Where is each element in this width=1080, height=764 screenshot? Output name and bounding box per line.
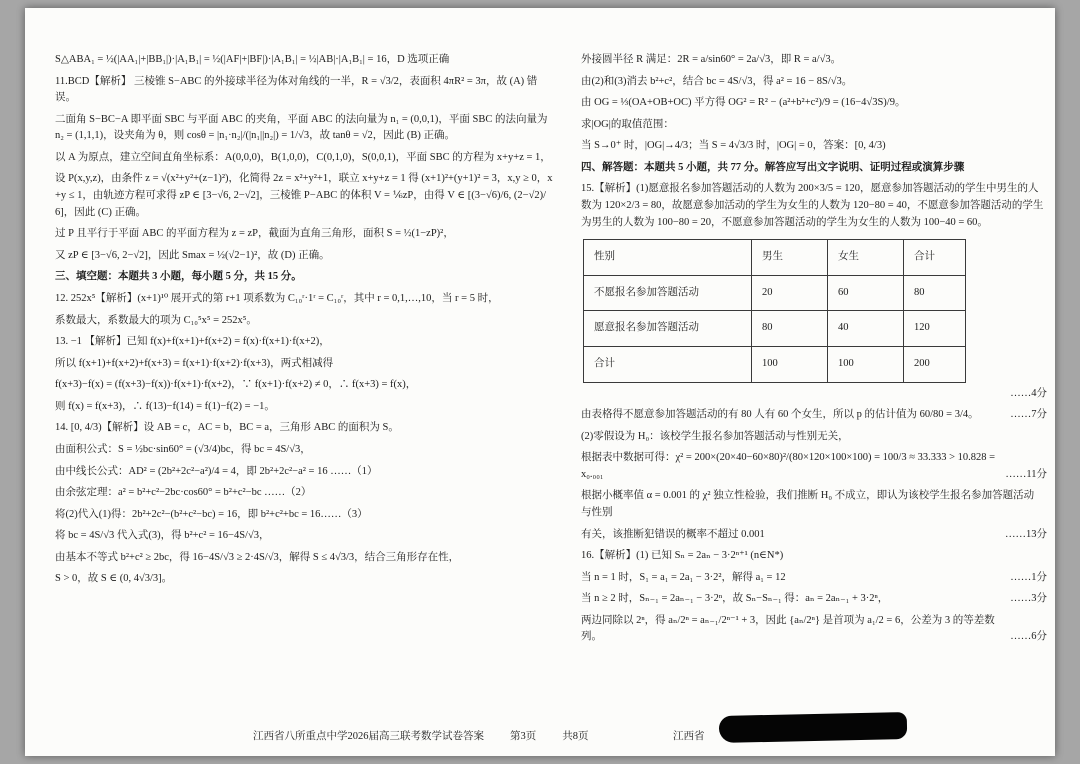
table-cell: 60 — [828, 275, 904, 311]
table-cell: 100 — [752, 346, 828, 382]
paragraph-line: 11.BCD【解析】 三棱锥 S−ABC 的外接球半径为体对角线的一半，R = √3/2，表面积 4πR² = 3π，故 (A) 错误。 — [55, 75, 538, 104]
paragraph-line: 由余弦定理：a² = b²+c²−2bc·cos60° = b²+c²−bc ……（2） — [55, 487, 312, 499]
score-mark: ……3分 — [1010, 593, 1047, 605]
table-cell: 不愿报名参加答题活动 — [584, 275, 752, 311]
left-column — [55, 52, 553, 593]
table-cell: 100 — [828, 346, 904, 382]
paragraph-text: 由表格得不愿意参加答题活动的有 80 人有 60 个女生，所以 p 的估计值为 60/80 = 3/4。 — [581, 409, 979, 421]
paragraph-line: 求|OG|的取值范围： — [581, 118, 674, 130]
paragraph-line: 又 zP ∈ [3−√6, 2−√2]，因此 Smax = ½(√2−1)²，故 (D) 正确。 — [55, 249, 330, 261]
table-header-cell: 合计 — [904, 240, 966, 276]
paragraph-line: 四、解答题：本题共 5 小题，共 77 分。解答应写出文字说明、证明过程或演算步骤 — [581, 161, 965, 173]
paragraph-line: 14. [0, 4/3)【解析】设 AB = c，AC = b，BC = a，三角形 ABC 的面积为 S。 — [55, 422, 399, 434]
paragraph-line: 12. 252x⁵【解析】(x+1)¹⁰ 展开式的第 r+1 项系数为 C₁₀ʳ·1ʳ = C₁₀ʳ，其中 r = 0,1,…,10，当 r = 5 时， — [55, 292, 499, 304]
footer-page-total: 共8页 — [562, 731, 589, 742]
right-column-bottom — [581, 386, 1047, 647]
table-cell: 20 — [752, 275, 828, 311]
score-mark: ……11分 — [1005, 468, 1047, 480]
paragraph-line: 15.【解析】(1)愿意报名参加答题活动的人数为 200×3/5 = 120，愿意参加答题活动的学生中男生的人数为 120×2/3 = 80，故愿意参加活动的学生为女生的人数为 120−80 = 40，不愿意参加答题活动的学生为男生的人数为 100−80 = 20，不愿意参加答题活动的学生为女生的人数为 100−40 = 60。 — [581, 183, 1044, 228]
footer-left — [253, 728, 615, 743]
paragraph-line: 系数最大，系数最大的项为 C₁₀⁵x⁵ = 252x⁵。 — [55, 314, 257, 326]
table-row — [584, 346, 966, 382]
paragraph-text: 有关，该推断犯错误的概率不超过 0.001 — [581, 528, 765, 540]
table-header-cell: 男生 — [752, 240, 828, 276]
paragraph-line: 将 bc = 4S/√3 代入式(3)，得 b²+c² = 16−4S/√3， — [55, 530, 270, 542]
footer-page-number: 第3页 — [510, 731, 537, 742]
table-cell: 合计 — [584, 346, 752, 382]
footer-right-label: 江西省 — [673, 731, 705, 742]
score-mark: ……1分 — [1010, 571, 1047, 583]
table-header-row — [584, 240, 966, 276]
paragraph-line: 当 S→0⁺ 时，|OG|→4/3；当 S = 4√3/3 时，|OG| = 0，答案：[0, 4/3) — [581, 140, 886, 152]
paragraph-line — [581, 591, 1047, 608]
paragraph-line — [581, 527, 1047, 544]
paragraph-line: 由 OG = ⅓(OA+OB+OC) 平方得 OG² = R² − (a²+b²+c²)/9 = (16−4√3S)/9。 — [581, 97, 906, 109]
paragraph-text: 当 n = 1 时，S₁ = a₁ = 2a₁ − 3·2²，解得 a₁ = 12 — [581, 571, 786, 583]
paragraph-line — [581, 407, 1047, 424]
paragraph-line — [581, 570, 1047, 587]
paragraph-line: S△ABA₁ = ½(|AA₁|+|BB₁|)·|A₁B₁| = ½(|AF|+|BF|)·|A₁B₁| = ½|AB|·|A₁B₁| = 16，D 选项正确 — [55, 54, 450, 65]
footer-title: 江西省八所重点中学2026届高三联考数学试卷答案 — [253, 731, 484, 742]
paragraph-line: 以 A 为原点，建立空间直角坐标系：A(0,0,0)，B(1,0,0)，C(0,1,0)，S(0,0,1)，平面 SBC 的方程为 x+y+z = 1， — [55, 151, 551, 163]
paragraph-line: f(x+3)−f(x) = (f(x+3)−f(x))·f(x+1)·f(x+2)，∵ f(x+1)·f(x+2) ≠ 0，∴ f(x+3) = f(x)， — [55, 379, 417, 391]
paragraph-line: 13. −1 【解析】已知 f(x)+f(x+1)+f(x+2) = f(x)·f(x+1)·f(x+2)， — [55, 336, 330, 348]
paragraph-line: 外接圆半径 R 满足：2R = a/sin60° = 2a/√3，即 R = a/√3。 — [581, 54, 842, 65]
score-mark: ……6分 — [1010, 631, 1047, 643]
paragraph-line: 则 f(x) = f(x+3)，∴ f(13)−f(14) = f(1)−f(2) = −1。 — [55, 400, 275, 412]
paragraph-line: S > 0，故 S ∈ (0, 4√3/3]。 — [55, 573, 173, 585]
contingency-table — [583, 239, 966, 382]
paragraph-line: 设 P(x,y,z)，由条件 z = √(x²+y²+(z−1)²)，化简得 2z = x²+y²+1，联立 x+y+z = 1 得 (x+1)²+(y+1)² = 3，x,y ≥ 0，x+y ≤ 1，由轨迹方程可求得 zP ∈ [3−√6, 2−√2]，三棱锥 P−ABC 的体积 V = ⅙zP，由得 V ∈ [(3−√6)/6, (2−√2)/6]，因此 (C) 正确。 — [55, 173, 553, 218]
redaction-mark — [719, 712, 908, 743]
table-cell: 120 — [904, 311, 966, 347]
paragraph-line: 由基本不等式 b²+c² ≥ 2bc，得 16−4S/√3 ≥ 2·4S/√3，解得 S ≤ 4√3/3，结合三角形存在性， — [55, 551, 460, 563]
paragraph-text: 根据表中数据可得：χ² = 200×(20×40−60×80)²/(80×120×100×100) = 100/3 ≈ 33.333 > 10.828 = x₀.₀₀₁ — [581, 452, 996, 480]
paragraph-line: 过 P 且平行于平面 ABC 的平面方程为 z = zP，截面为直角三角形，面积 S = ½(1−zP)²， — [55, 228, 454, 240]
paragraph-text: 16.【解析】(1) 已知 Sₙ = 2aₙ − 3·2ⁿ⁺¹ (n∈N*) — [581, 550, 784, 562]
paragraph-line: 所以 f(x+1)+f(x+2)+f(x+3) = f(x+1)·f(x+2)·f(x+3)，两式相减得 — [55, 357, 334, 369]
table-header-cell: 性别 — [584, 240, 752, 276]
table-cell: 80 — [752, 311, 828, 347]
right-column-top — [581, 52, 1047, 231]
table-row — [584, 275, 966, 311]
right-column — [581, 52, 1047, 651]
paragraph-line: 由中线长公式：AD² = (2b²+2c²−a²)/4 = 4，即 2b²+2c²−a² = 16 ……（1） — [55, 465, 378, 477]
exam-answer-page — [25, 8, 1055, 756]
score-mark: ……4分 — [1010, 387, 1047, 399]
paragraph-line — [581, 548, 1047, 565]
table-cell: 80 — [904, 275, 966, 311]
paragraph-line: 由面积公式：S = ½bc·sin60° = (√3/4)bc，得 bc = 4S/√3， — [55, 443, 311, 455]
paragraph-line: 三、填空题：本题共 3 小题，每小题 5 分，共 15 分。 — [55, 271, 302, 283]
paragraph-text: (2)零假设为 H₀：该校学生报名参加答题活动与性别无关， — [581, 430, 849, 442]
table-row — [584, 311, 966, 347]
paragraph-line — [581, 386, 1047, 403]
table-cell: 愿意报名参加答题活动 — [584, 311, 752, 347]
table-cell: 40 — [828, 311, 904, 347]
table-header-cell: 女生 — [828, 240, 904, 276]
score-mark: ……13分 — [1005, 528, 1047, 540]
paragraph-line: 二面角 S−BC−A 即平面 SBC 与平面 ABC 的夹角，平面 ABC 的法向量为 n₁ = (0,0,1)，平面 SBC 的法向量为 n₂ = (1,1,1)，设夹角为 θ，则 cosθ = |n₁·n₂|/(|n₁||n₂|) = 1/√3，故 tanθ = √2，因此 (B) 正确。 — [55, 113, 548, 142]
paragraph-line — [581, 613, 1047, 646]
paragraph-line — [581, 450, 1047, 483]
paragraph-line — [581, 488, 1047, 521]
paragraph-text: 根据小概率值 α = 0.001 的 χ² 独立性检验，我们推断 H₀ 不成立，即认为该校学生报名参加答题活动与性别 — [581, 490, 1035, 518]
score-mark: ……7分 — [1010, 409, 1047, 421]
paragraph-text: 当 n ≥ 2 时，Sₙ₋₁ = 2aₙ₋₁ − 3·2ⁿ，故 Sₙ−Sₙ₋₁ 得：aₙ = 2aₙ₋₁ + 3·2ⁿ， — [581, 593, 889, 605]
paragraph-text: 两边同除以 2ⁿ，得 aₙ/2ⁿ = aₙ₋₁/2ⁿ⁻¹ + 3，因此 {aₙ/2ⁿ} 是首项为 a₁/2 = 6，公差为 3 的等差数列。 — [581, 614, 995, 643]
paragraph-line: 由(2)和(3)消去 b²+c²，结合 bc = 4S/√3，得 a² = 16 − 8S/√3。 — [581, 75, 853, 87]
table-cell: 200 — [904, 346, 966, 382]
paragraph-line — [581, 429, 1047, 446]
paragraph-line: 将(2)代入(1)得：2b²+2c²−(b²+c²−bc) = 16，即 b²+c²+bc = 16……（3） — [55, 508, 368, 520]
